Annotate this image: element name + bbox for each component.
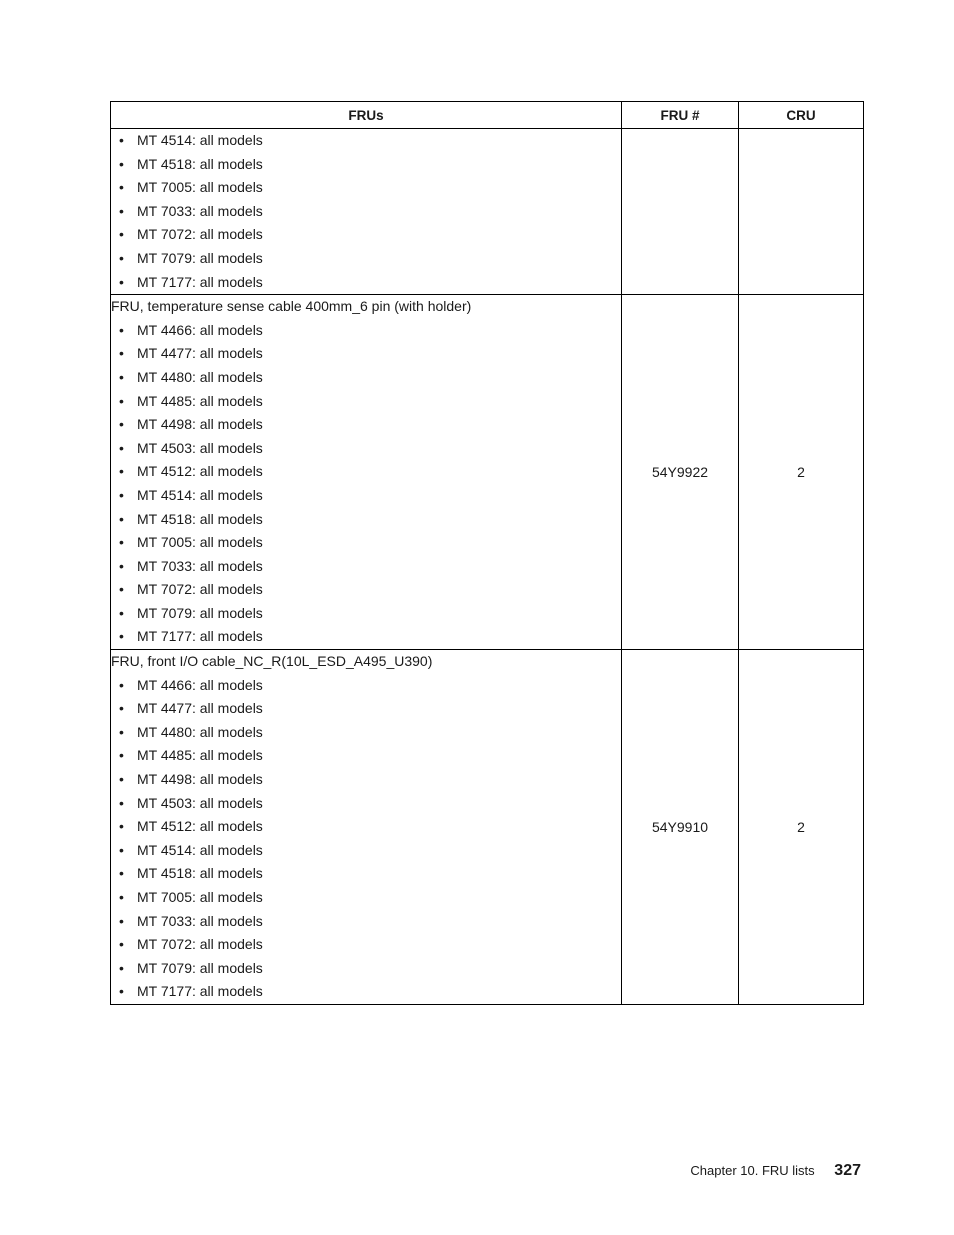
list-item xyxy=(111,508,621,532)
list-item xyxy=(111,602,621,626)
bullet-icon: • xyxy=(119,841,124,858)
model-text: MT 7177: all models xyxy=(137,628,263,645)
bullet-icon: • xyxy=(119,865,124,882)
list-item xyxy=(111,555,621,579)
table-row xyxy=(111,129,864,295)
bullet-icon: • xyxy=(119,557,124,574)
list-item xyxy=(111,792,621,816)
model-text: MT 4485: all models xyxy=(137,392,263,409)
model-text: MT 7072: all models xyxy=(137,226,263,243)
list-item xyxy=(111,129,621,153)
model-text: MT 7177: all models xyxy=(137,273,263,290)
bullet-icon: • xyxy=(119,771,124,788)
model-text: MT 4498: all models xyxy=(137,416,263,433)
bullet-icon: • xyxy=(119,959,124,976)
list-item xyxy=(111,271,621,295)
bullet-icon: • xyxy=(119,581,124,598)
bullet-icon: • xyxy=(119,273,124,290)
list-item xyxy=(111,437,621,461)
bullet-icon: • xyxy=(119,628,124,645)
bullet-icon: • xyxy=(119,604,124,621)
bullet-icon: • xyxy=(119,321,124,338)
table-row xyxy=(111,295,864,650)
bullet-icon: • xyxy=(119,179,124,196)
list-item xyxy=(111,886,621,910)
bullet-icon: • xyxy=(119,249,124,266)
model-text: MT 4466: all models xyxy=(137,676,263,693)
model-text: MT 4480: all models xyxy=(137,368,263,385)
list-item xyxy=(111,176,621,200)
model-text: MT 4518: all models xyxy=(137,155,263,172)
model-text: MT 4466: all models xyxy=(137,321,263,338)
chapter-label: Chapter 10. FRU lists xyxy=(690,1163,815,1178)
list-item xyxy=(111,578,621,602)
bullet-icon: • xyxy=(119,155,124,172)
bullet-icon: • xyxy=(119,463,124,480)
fru-table xyxy=(110,101,864,1005)
model-text: MT 7005: all models xyxy=(137,179,263,196)
header-fru-number: FRU # xyxy=(622,102,739,129)
model-text: MT 4518: all models xyxy=(137,510,263,527)
bullet-icon: • xyxy=(119,912,124,929)
model-text: MT 7079: all models xyxy=(137,959,263,976)
model-text: MT 4477: all models xyxy=(137,700,263,717)
list-item xyxy=(111,933,621,957)
model-text: MT 7079: all models xyxy=(137,604,263,621)
list-item xyxy=(111,957,621,981)
list-item xyxy=(111,247,621,271)
bullet-icon: • xyxy=(119,936,124,953)
bullet-icon: • xyxy=(119,345,124,362)
bullet-icon: • xyxy=(119,818,124,835)
list-item xyxy=(111,366,621,390)
bullet-icon: • xyxy=(119,700,124,717)
bullet-icon: • xyxy=(119,747,124,764)
frus-cell xyxy=(111,129,622,295)
bullet-icon: • xyxy=(119,723,124,740)
model-text: MT 4503: all models xyxy=(137,439,263,456)
model-text: MT 7072: all models xyxy=(137,581,263,598)
model-text: MT 7033: all models xyxy=(137,557,263,574)
model-text: MT 4503: all models xyxy=(137,794,263,811)
cru-cell xyxy=(739,129,864,295)
bullet-icon: • xyxy=(119,534,124,551)
list-item xyxy=(111,200,621,224)
bullet-icon: • xyxy=(119,794,124,811)
list-item xyxy=(111,768,621,792)
model-text: MT 7177: all models xyxy=(137,983,263,1000)
list-item xyxy=(111,625,621,649)
model-list xyxy=(111,129,621,294)
list-item xyxy=(111,815,621,839)
list-item xyxy=(111,980,621,1004)
bullet-icon: • xyxy=(119,416,124,433)
bullet-icon: • xyxy=(119,486,124,503)
cru-cell: 2 xyxy=(739,650,864,1005)
table-row xyxy=(111,650,864,1005)
list-item xyxy=(111,744,621,768)
part-description: FRU, front I/O cable_NC_R(10L_ESD_A495_U390) xyxy=(111,653,433,670)
list-item xyxy=(111,721,621,745)
bullet-icon: • xyxy=(119,132,124,148)
frus-cell xyxy=(111,295,622,650)
list-item xyxy=(111,484,621,508)
bullet-icon: • xyxy=(119,368,124,385)
list-item xyxy=(111,531,621,555)
model-text: MT 4514: all models xyxy=(137,486,263,503)
model-text: MT 7005: all models xyxy=(137,889,263,905)
model-text: MT 7033: all models xyxy=(137,202,263,219)
model-list xyxy=(111,674,621,1004)
model-text: MT 4477: all models xyxy=(137,345,263,362)
list-item xyxy=(111,390,621,414)
model-text: MT 7005: all models xyxy=(137,534,263,551)
model-text: MT 4514: all models xyxy=(137,132,263,148)
list-item xyxy=(111,839,621,863)
bullet-icon: • xyxy=(119,510,124,527)
list-item xyxy=(111,319,621,343)
bullet-icon: • xyxy=(119,983,124,1000)
model-text: MT 4512: all models xyxy=(137,463,263,480)
bullet-icon: • xyxy=(119,392,124,409)
model-text: MT 4485: all models xyxy=(137,747,263,764)
model-text: MT 4512: all models xyxy=(137,818,263,835)
bullet-icon: • xyxy=(119,439,124,456)
header-cru: CRU xyxy=(739,102,864,129)
list-item xyxy=(111,153,621,177)
model-text: MT 4480: all models xyxy=(137,723,263,740)
fru-number-cell: 54Y9910 xyxy=(622,650,739,1005)
list-item xyxy=(111,910,621,934)
cru-cell: 2 xyxy=(739,295,864,650)
part-description: FRU, temperature sense cable 400mm_6 pin (with holder) xyxy=(111,298,472,315)
model-text: MT 7033: all models xyxy=(137,912,263,929)
list-item xyxy=(111,460,621,484)
model-list xyxy=(111,319,621,649)
fru-number-cell xyxy=(622,129,739,295)
list-item xyxy=(111,223,621,247)
list-item xyxy=(111,674,621,698)
model-text: MT 4498: all models xyxy=(137,771,263,788)
bullet-icon: • xyxy=(119,202,124,219)
page-number: 327 xyxy=(834,1162,861,1179)
list-item xyxy=(111,862,621,886)
list-item xyxy=(111,697,621,721)
fru-number-cell: 54Y9922 xyxy=(622,295,739,650)
model-text: MT 7072: all models xyxy=(137,936,263,953)
model-text: MT 7079: all models xyxy=(137,249,263,266)
model-text: MT 4518: all models xyxy=(137,865,263,882)
frus-cell xyxy=(111,650,622,1005)
table-body xyxy=(111,129,864,1005)
list-item xyxy=(111,342,621,366)
bullet-icon: • xyxy=(119,676,124,693)
list-item xyxy=(111,413,621,437)
header-frus: FRUs xyxy=(111,102,622,129)
page-footer xyxy=(690,1162,861,1180)
table-header-row xyxy=(111,102,864,129)
model-text: MT 4514: all models xyxy=(137,841,263,858)
bullet-icon: • xyxy=(119,889,124,905)
bullet-icon: • xyxy=(119,226,124,243)
